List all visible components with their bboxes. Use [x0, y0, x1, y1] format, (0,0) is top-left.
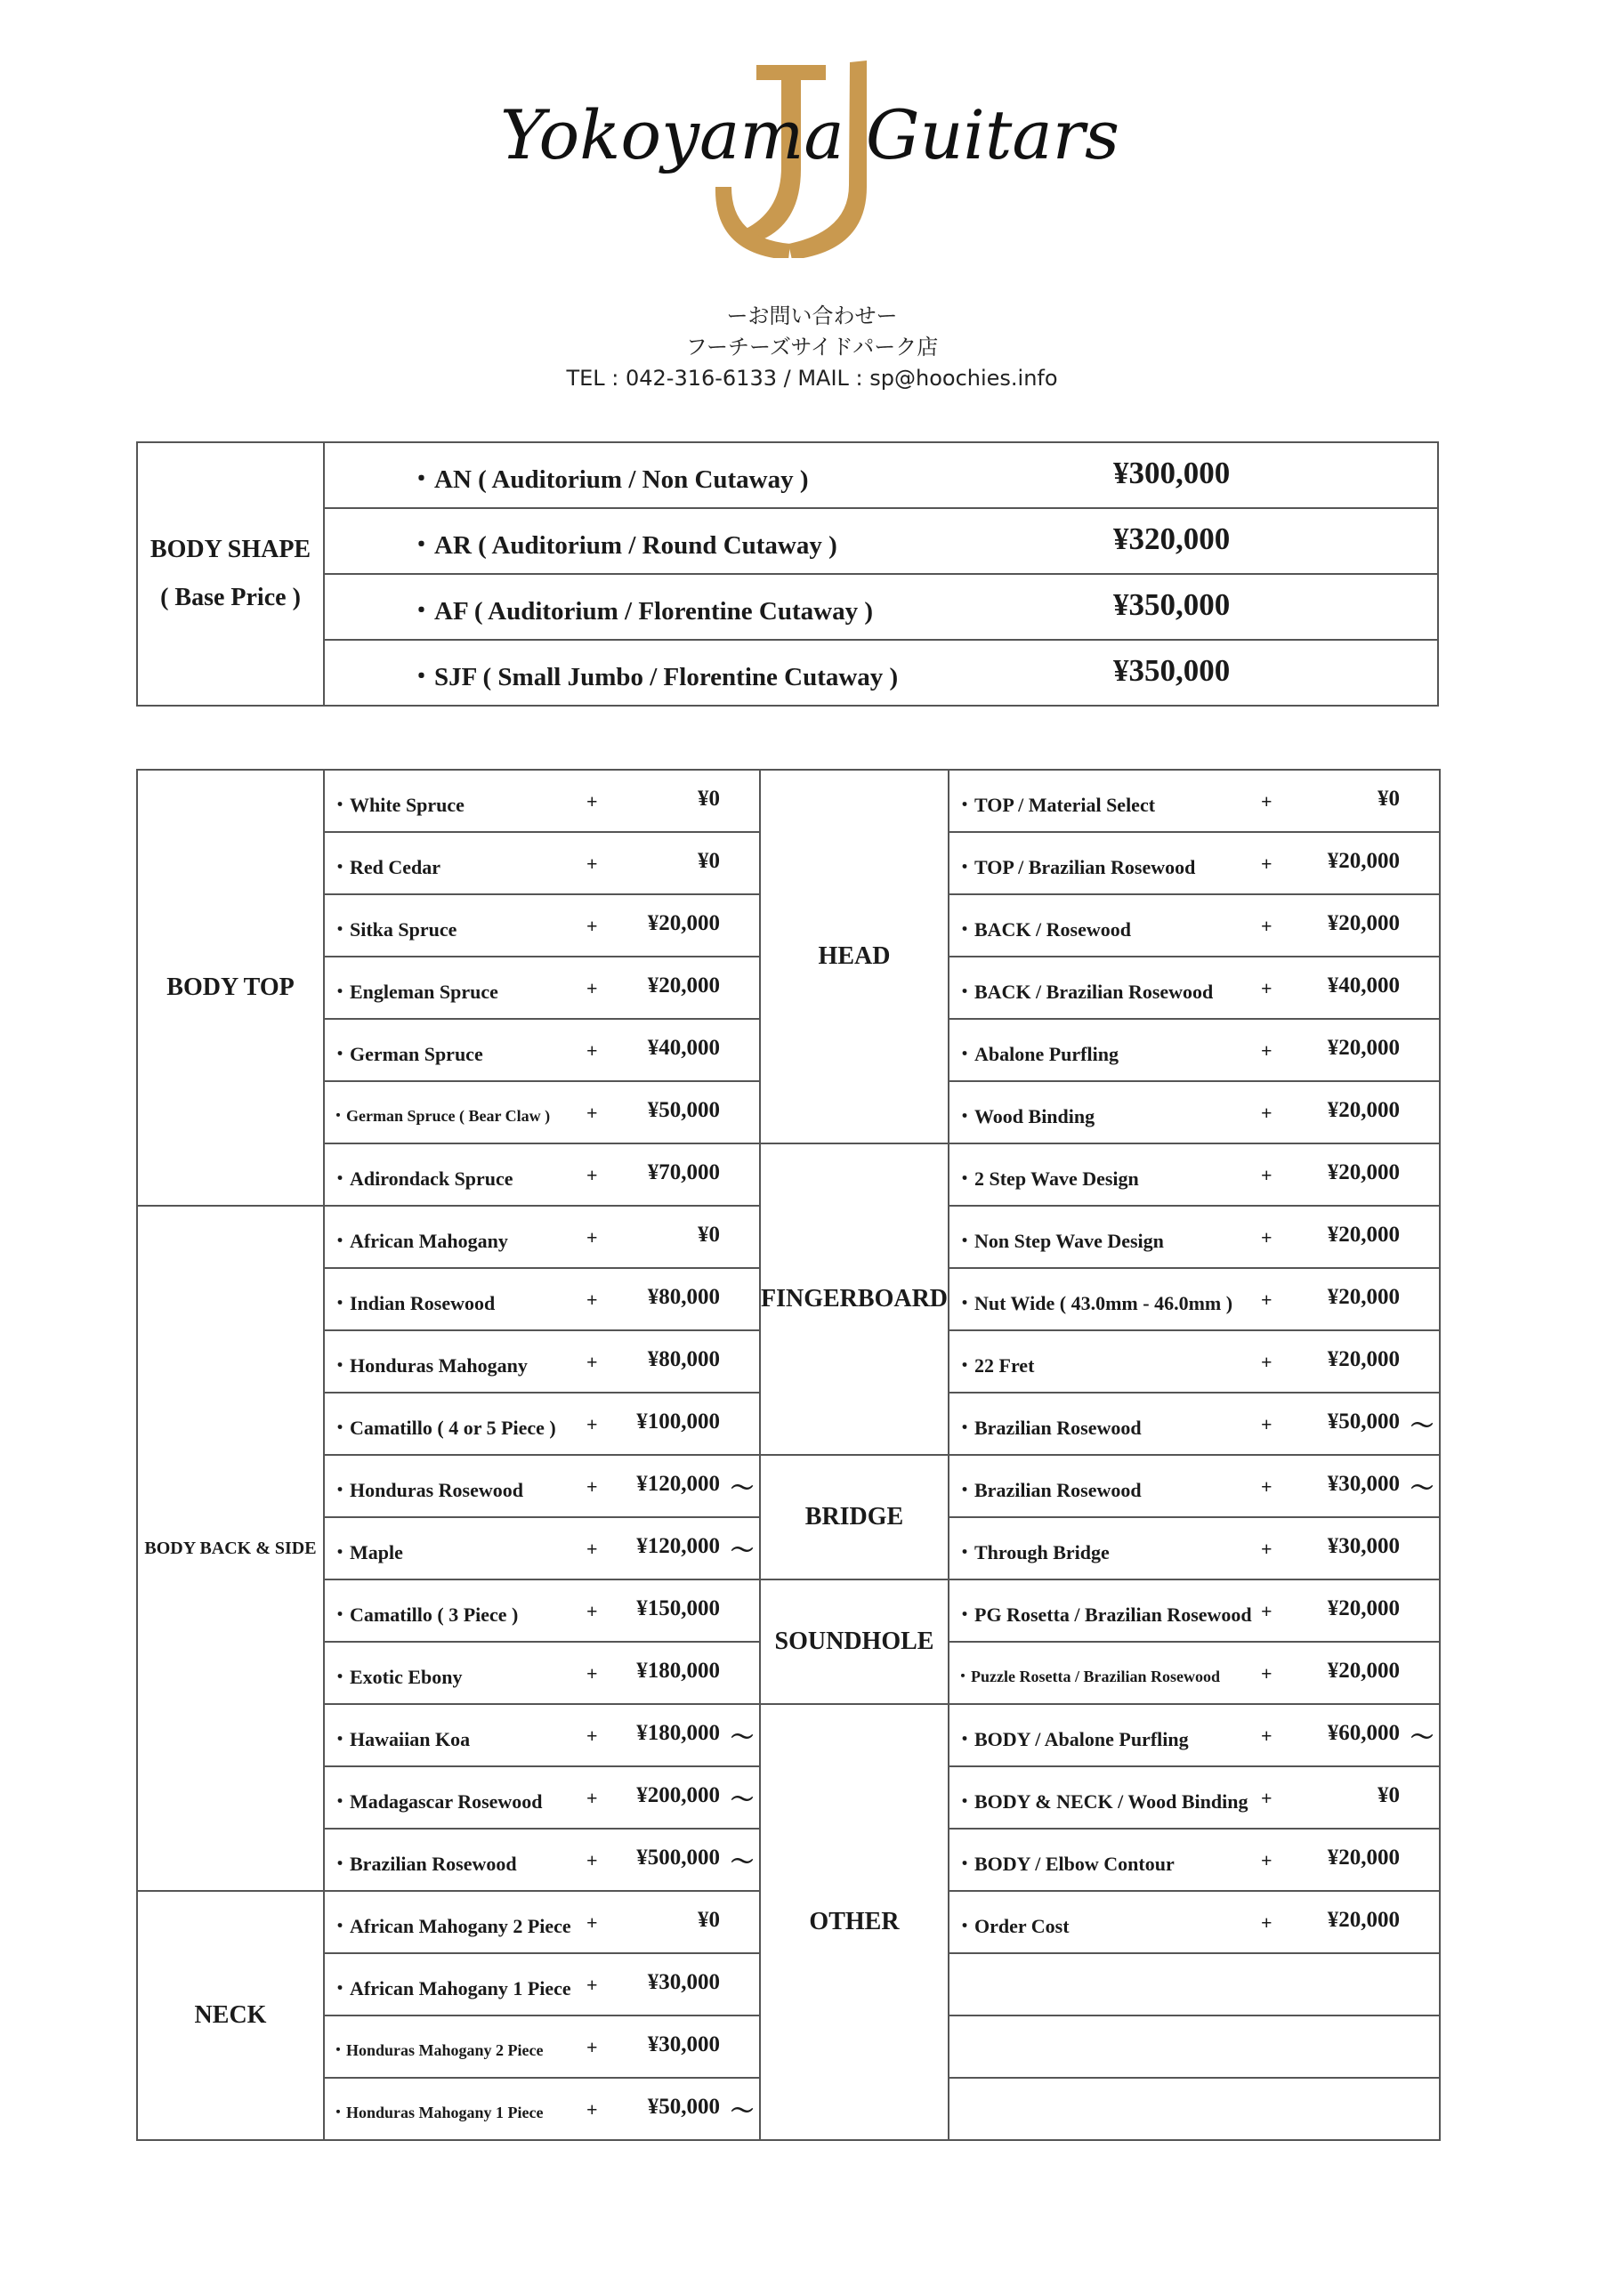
shape-name: ・AR ( Auditorium / Round Cutaway ) [408, 531, 837, 560]
contact-block [0, 301, 1624, 394]
option-name: ・Brazilian Rosewood [330, 1853, 517, 1875]
option-name: ・2 Step Wave Design [955, 1167, 1139, 1190]
shape-name: ・SJF ( Small Jumbo / Florentine Cutaway ) [408, 663, 899, 691]
option-price: ¥20,000 [1327, 849, 1400, 873]
plus-sign: + [586, 1164, 598, 1186]
option-price: ¥0 [698, 1223, 720, 1247]
left-option-cell [324, 1455, 760, 1517]
from-tilde: ～ [730, 1475, 754, 1501]
option-price: ¥50,000 [647, 2095, 720, 2119]
option-name: ・BODY & NECK / Wood Binding [955, 1790, 1248, 1813]
option-price: ¥20,000 [1327, 1846, 1400, 1870]
contact-shop: フーチーズサイドパーク店 [685, 335, 939, 359]
table-row [137, 770, 1440, 832]
right-option-cell [949, 2015, 1440, 2078]
body-shape-table [136, 441, 1439, 707]
option-name: ・Puzzle Rosetta / Brazilian Rosewood [955, 1668, 1220, 1685]
left-option-cell [324, 1268, 760, 1330]
plus-sign: + [586, 1351, 598, 1373]
option-name: ・PG Rosetta / Brazilian Rosewood [955, 1603, 1252, 1626]
right-option-cell [949, 894, 1440, 957]
option-price: ¥30,000 [1327, 1472, 1400, 1496]
table-row [137, 1704, 1440, 1766]
option-name: ・Non Step Wave Design [955, 1230, 1164, 1252]
table-row [137, 1143, 1440, 1206]
right-option-cell [949, 770, 1440, 832]
plus-sign: + [1261, 1102, 1273, 1124]
option-name: ・Brazilian Rosewood [955, 1479, 1142, 1501]
section-other: OTHER [760, 1704, 949, 2140]
plus-sign: + [1261, 977, 1273, 999]
right-option-cell [949, 957, 1440, 1019]
option-price: ¥20,000 [1327, 1036, 1400, 1060]
plus-sign: + [586, 1039, 598, 1062]
plus-sign: + [1261, 1911, 1273, 1934]
option-name: ・Order Cost [955, 1915, 1070, 1937]
body-shape-subtitle: ( Base Price ) [160, 584, 301, 611]
plus-sign: + [586, 1662, 598, 1684]
option-name: ・TOP / Material Select [955, 794, 1156, 816]
options-table [136, 769, 1441, 2141]
option-name: ・Exotic Ebony [330, 1666, 463, 1688]
from-tilde: ～ [730, 2098, 754, 2124]
option-price: ¥20,000 [1327, 1908, 1400, 1932]
left-option-cell [324, 1766, 760, 1829]
option-name: ・Honduras Rosewood [330, 1479, 523, 1501]
option-name: ・Camatillo ( 3 Piece ) [330, 1603, 519, 1626]
contact-line: TEL : 042-316-6133 / MAIL : sp@hoochies.info [566, 366, 1058, 391]
left-option-cell [324, 1891, 760, 1953]
right-option-cell [949, 1704, 1440, 1766]
plus-sign: + [586, 1102, 598, 1124]
from-tilde: ～ [730, 1787, 754, 1813]
option-name: ・Hawaiian Koa [330, 1728, 471, 1750]
option-price: ¥50,000 [1327, 1410, 1400, 1434]
right-option-cell [949, 1579, 1440, 1642]
option-price: ¥50,000 [647, 1098, 720, 1122]
left-option-cell [324, 1143, 760, 1206]
plus-sign: + [586, 852, 598, 875]
plus-sign: + [586, 1475, 598, 1498]
right-option-cell [949, 1766, 1440, 1829]
option-name: ・BODY / Elbow Contour [955, 1853, 1175, 1875]
option-name: ・BACK / Rosewood [955, 918, 1132, 941]
option-price: ¥100,000 [636, 1410, 720, 1434]
option-name: ・Camatillo ( 4 or 5 Piece ) [330, 1417, 556, 1439]
from-tilde: ～ [1410, 1413, 1434, 1439]
from-tilde: ～ [730, 1849, 754, 1875]
option-price: ¥180,000 [636, 1659, 720, 1683]
section-body-back-side: BODY BACK & SIDE [137, 1206, 324, 1891]
option-name: ・Honduras Mahogany 2 Piece [330, 2041, 544, 2059]
plus-sign: + [586, 2036, 598, 2058]
option-price: ¥0 [698, 787, 720, 811]
right-option-cell [949, 1891, 1440, 1953]
option-price: ¥40,000 [647, 1036, 720, 1060]
option-name: ・White Spruce [330, 794, 465, 816]
option-price: ¥80,000 [647, 1347, 720, 1371]
option-name: ・German Spruce [330, 1043, 483, 1065]
plus-sign: + [586, 790, 598, 812]
plus-sign: + [586, 1600, 598, 1622]
plus-sign: + [1261, 1351, 1273, 1373]
option-name: ・BODY / Abalone Purfling [955, 1728, 1189, 1750]
shape-row [324, 508, 1438, 574]
option-name: ・22 Fret [955, 1354, 1035, 1377]
option-name: ・African Mahogany 2 Piece [330, 1915, 571, 1937]
shape-row [324, 442, 1438, 508]
left-option-cell [324, 1206, 760, 1268]
option-name: ・BACK / Brazilian Rosewood [955, 981, 1214, 1003]
option-name: ・Madagascar Rosewood [330, 1790, 543, 1813]
right-option-cell [949, 1393, 1440, 1455]
option-name: ・Brazilian Rosewood [955, 1417, 1142, 1439]
option-price: ¥40,000 [1327, 973, 1400, 998]
shape-row [324, 640, 1438, 706]
right-option-cell [949, 1268, 1440, 1330]
table-row [137, 1455, 1440, 1517]
left-option-cell [324, 1953, 760, 2015]
table-row [137, 1579, 1440, 1642]
section-head: HEAD [760, 770, 949, 1143]
option-price: ¥0 [698, 1908, 720, 1932]
option-name: ・Indian Rosewood [330, 1292, 496, 1314]
plus-sign: + [1261, 1787, 1273, 1809]
option-name: ・Maple [330, 1541, 403, 1563]
right-option-cell [949, 1455, 1440, 1517]
plus-sign: + [1261, 1039, 1273, 1062]
option-name: ・TOP / Brazilian Rosewood [955, 856, 1196, 878]
plus-sign: + [586, 915, 598, 937]
plus-sign: + [1261, 790, 1273, 812]
section-neck: NECK [137, 1891, 324, 2140]
right-option-cell [949, 1143, 1440, 1206]
shape-price: ¥350,000 [1113, 587, 1231, 622]
section-body-top: BODY TOP [137, 770, 324, 1206]
body-shape-label [137, 442, 324, 706]
option-price: ¥70,000 [647, 1160, 720, 1184]
option-price: ¥30,000 [647, 2032, 720, 2056]
option-name: ・Wood Binding [955, 1105, 1095, 1127]
option-name: ・German Spruce ( Bear Claw ) [330, 1107, 551, 1125]
shape-name: ・AF ( Auditorium / Florentine Cutaway ) [408, 597, 873, 626]
body-shape-title: BODY SHAPE [149, 536, 311, 563]
option-price: ¥120,000 [636, 1534, 720, 1558]
right-option-cell [949, 1206, 1440, 1268]
left-option-cell [324, 1704, 760, 1766]
option-price: ¥20,000 [1327, 1098, 1400, 1122]
option-price: ¥60,000 [1327, 1721, 1400, 1745]
option-price: ¥0 [698, 849, 720, 873]
option-name: ・Adirondack Spruce [330, 1167, 513, 1190]
section-bridge: BRIDGE [760, 1455, 949, 1579]
right-option-cell [949, 1330, 1440, 1393]
left-option-cell [324, 2078, 760, 2140]
section-fingerboard: FINGERBOARD [760, 1143, 949, 1455]
option-name: ・Red Cedar [330, 856, 441, 878]
plus-sign: + [1261, 1226, 1273, 1248]
plus-sign: + [586, 1226, 598, 1248]
option-name: ・Through Bridge [955, 1541, 1110, 1563]
option-price: ¥20,000 [1327, 1160, 1400, 1184]
left-option-cell [324, 1579, 760, 1642]
plus-sign: + [586, 1538, 598, 1560]
right-option-cell [949, 2078, 1440, 2140]
contact-heading: ーお問い合わせー [726, 303, 898, 328]
plus-sign: + [586, 1725, 598, 1747]
shape-price: ¥350,000 [1113, 653, 1231, 688]
left-option-cell [324, 2015, 760, 2078]
option-price: ¥150,000 [636, 1596, 720, 1620]
option-name: ・Honduras Mahogany 1 Piece [330, 2104, 544, 2121]
option-name: ・Sitka Spruce [330, 918, 457, 941]
option-name: ・Engleman Spruce [330, 981, 498, 1003]
from-tilde: ～ [730, 1538, 754, 1563]
option-name: ・Nut Wide ( 43.0mm - 46.0mm ) [955, 1292, 1233, 1314]
left-option-cell [324, 1019, 760, 1081]
plus-sign: + [1261, 1538, 1273, 1560]
plus-sign: + [586, 1787, 598, 1809]
brand-logo [498, 53, 1121, 258]
option-price: ¥120,000 [636, 1472, 720, 1496]
plus-sign: + [1261, 1288, 1273, 1311]
option-price: ¥20,000 [1327, 1223, 1400, 1247]
plus-sign: + [1261, 852, 1273, 875]
plus-sign: + [1261, 1725, 1273, 1747]
right-option-cell [949, 1642, 1440, 1704]
option-price: ¥180,000 [636, 1721, 720, 1745]
option-price: ¥20,000 [1327, 1285, 1400, 1309]
plus-sign: + [586, 1974, 598, 1996]
left-option-cell [324, 770, 760, 832]
option-price: ¥20,000 [1327, 1659, 1400, 1683]
plus-sign: + [586, 2098, 598, 2120]
plus-sign: + [1261, 1413, 1273, 1435]
plus-sign: + [1261, 1662, 1273, 1684]
option-price: ¥20,000 [647, 973, 720, 998]
right-option-cell [949, 832, 1440, 894]
from-tilde: ～ [730, 1725, 754, 1750]
right-option-cell [949, 1081, 1440, 1143]
plus-sign: + [586, 1413, 598, 1435]
option-price: ¥20,000 [647, 911, 720, 935]
right-option-cell [949, 1019, 1440, 1081]
option-price: ¥20,000 [1327, 911, 1400, 935]
left-option-cell [324, 1517, 760, 1579]
right-option-cell [949, 1953, 1440, 2015]
option-price: ¥500,000 [636, 1846, 720, 1870]
plus-sign: + [1261, 915, 1273, 937]
left-option-cell [324, 1330, 760, 1393]
option-price: ¥200,000 [636, 1783, 720, 1807]
plus-sign: + [586, 1288, 598, 1311]
plus-sign: + [586, 977, 598, 999]
option-price: ¥20,000 [1327, 1347, 1400, 1371]
option-price: ¥30,000 [647, 1970, 720, 1994]
left-option-cell [324, 1642, 760, 1704]
left-option-cell [324, 1829, 760, 1891]
plus-sign: + [1261, 1475, 1273, 1498]
left-option-cell [324, 1081, 760, 1143]
right-option-cell [949, 1829, 1440, 1891]
left-option-cell [324, 832, 760, 894]
plus-sign: + [586, 1849, 598, 1871]
left-option-cell [324, 957, 760, 1019]
option-price: ¥0 [1378, 787, 1400, 811]
from-tilde: ～ [1410, 1475, 1434, 1501]
right-option-cell [949, 1517, 1440, 1579]
option-name: ・African Mahogany [330, 1230, 508, 1252]
plus-sign: + [1261, 1849, 1273, 1871]
plus-sign: + [586, 1911, 598, 1934]
left-option-cell [324, 894, 760, 957]
option-name: ・African Mahogany 1 Piece [330, 1977, 571, 1999]
shape-name: ・AN ( Auditorium / Non Cutaway ) [408, 465, 809, 494]
option-price: ¥20,000 [1327, 1596, 1400, 1620]
brand-name: Yokoyama Guitars [499, 95, 1120, 174]
plus-sign: + [1261, 1600, 1273, 1622]
shape-row [324, 574, 1438, 640]
shape-price: ¥320,000 [1113, 521, 1231, 556]
section-soundhole: SOUNDHOLE [760, 1579, 949, 1704]
shape-price: ¥300,000 [1113, 456, 1231, 490]
option-name: ・Honduras Mahogany [330, 1354, 528, 1377]
from-tilde: ～ [1410, 1725, 1434, 1750]
option-name: ・Abalone Purfling [955, 1043, 1119, 1065]
plus-sign: + [1261, 1164, 1273, 1186]
left-option-cell [324, 1393, 760, 1455]
option-price: ¥80,000 [647, 1285, 720, 1309]
option-price: ¥0 [1378, 1783, 1400, 1807]
option-price: ¥30,000 [1327, 1534, 1400, 1558]
